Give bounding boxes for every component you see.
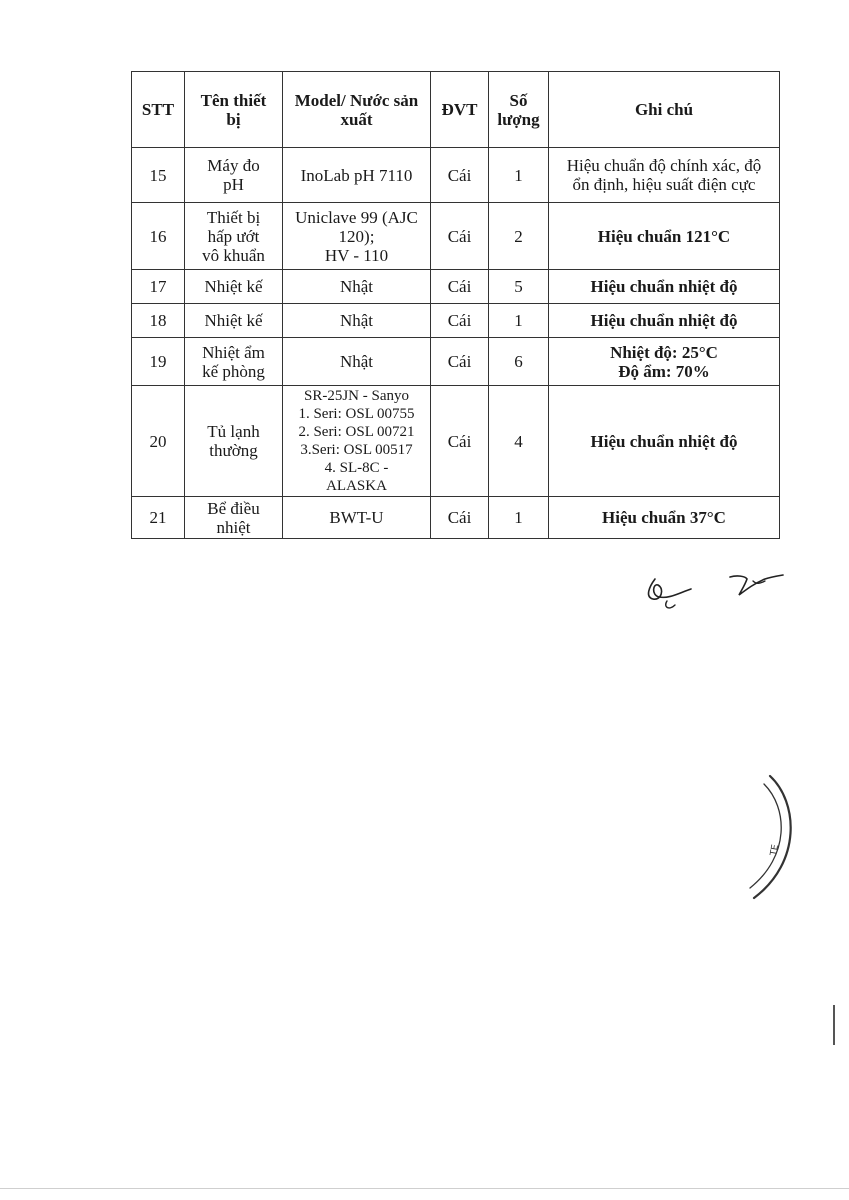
table-row — [132, 386, 780, 497]
cell-equipment-name: Nhiệt kế — [185, 270, 283, 304]
cell-quantity: 1 — [489, 304, 549, 338]
cell-quantity: 6 — [489, 338, 549, 386]
header-note: Ghi chú — [549, 72, 780, 148]
handwritten-signature — [625, 567, 785, 612]
cell-quantity: 1 — [489, 148, 549, 203]
cell-stt: 20 — [132, 386, 185, 497]
cell-model-origin: Nhật — [283, 270, 431, 304]
cell-unit: Cái — [431, 148, 489, 203]
cell-stt: 17 — [132, 270, 185, 304]
table-row — [132, 148, 780, 203]
table-row — [132, 497, 780, 539]
cell-quantity: 2 — [489, 203, 549, 270]
table-header-row — [132, 72, 780, 148]
cell-unit: Cái — [431, 270, 489, 304]
cell-unit: Cái — [431, 338, 489, 386]
equipment-table — [131, 71, 780, 539]
stamp-edge — [742, 772, 802, 902]
cell-stt: 15 — [132, 148, 185, 203]
header-equipment-name: Tên thiết bị — [185, 72, 283, 148]
cell-equipment-name: Máy đo pH — [185, 148, 283, 203]
cell-equipment-name: Nhiệt kế — [185, 304, 283, 338]
cell-quantity: 5 — [489, 270, 549, 304]
cell-note: Hiệu chuẩn nhiệt độ — [549, 270, 780, 304]
cell-model-origin: Nhật — [283, 338, 431, 386]
cell-stt: 16 — [132, 203, 185, 270]
cell-model-origin: SR-25JN - Sanyo 1. Seri: OSL 00755 2. Seri: OSL 00721 3.Seri: OSL 00517 4. SL-8C - ALASKA — [283, 386, 431, 497]
cell-quantity: 4 — [489, 386, 549, 497]
cell-equipment-name: Thiết bị hấp ướt vô khuẩn — [185, 203, 283, 270]
table-row — [132, 270, 780, 304]
cell-stt: 19 — [132, 338, 185, 386]
table-row — [132, 338, 780, 386]
table-row — [132, 203, 780, 270]
cell-unit: Cái — [431, 304, 489, 338]
header-unit: ĐVT — [431, 72, 489, 148]
table-row — [132, 304, 780, 338]
cell-stt: 18 — [132, 304, 185, 338]
cell-unit: Cái — [431, 386, 489, 497]
header-quantity: Số lượng — [489, 72, 549, 148]
svg-text:TE: TE — [769, 843, 781, 857]
cell-unit: Cái — [431, 497, 489, 539]
cell-note: Hiệu chuẩn 121°C — [549, 203, 780, 270]
cell-equipment-name: Nhiệt ẩm kế phòng — [185, 338, 283, 386]
cell-model-origin: BWT-U — [283, 497, 431, 539]
cell-note: Hiệu chuẩn độ chính xác, độ ổn định, hiệu suất điện cực — [549, 148, 780, 203]
cell-note: Hiệu chuẩn nhiệt độ — [549, 386, 780, 497]
cell-note: Hiệu chuẩn 37°C — [549, 497, 780, 539]
header-model-origin: Model/ Nước sản xuất — [283, 72, 431, 148]
cell-model-origin: InoLab pH 7110 — [283, 148, 431, 203]
cell-stt: 21 — [132, 497, 185, 539]
cell-note: Hiệu chuẩn nhiệt độ — [549, 304, 780, 338]
cell-equipment-name: Bể điều nhiệt — [185, 497, 283, 539]
cell-quantity: 1 — [489, 497, 549, 539]
cell-note: Nhiệt độ: 25°C Độ ẩm: 70% — [549, 338, 780, 386]
header-stt: STT — [132, 72, 185, 148]
cell-unit: Cái — [431, 203, 489, 270]
page-bottom-line — [0, 1188, 849, 1189]
cell-equipment-name: Tủ lạnh thường — [185, 386, 283, 497]
cell-model-origin: Nhật — [283, 304, 431, 338]
edge-mark — [833, 1005, 835, 1045]
cell-model-origin: Uniclave 99 (AJC 120); HV - 110 — [283, 203, 431, 270]
